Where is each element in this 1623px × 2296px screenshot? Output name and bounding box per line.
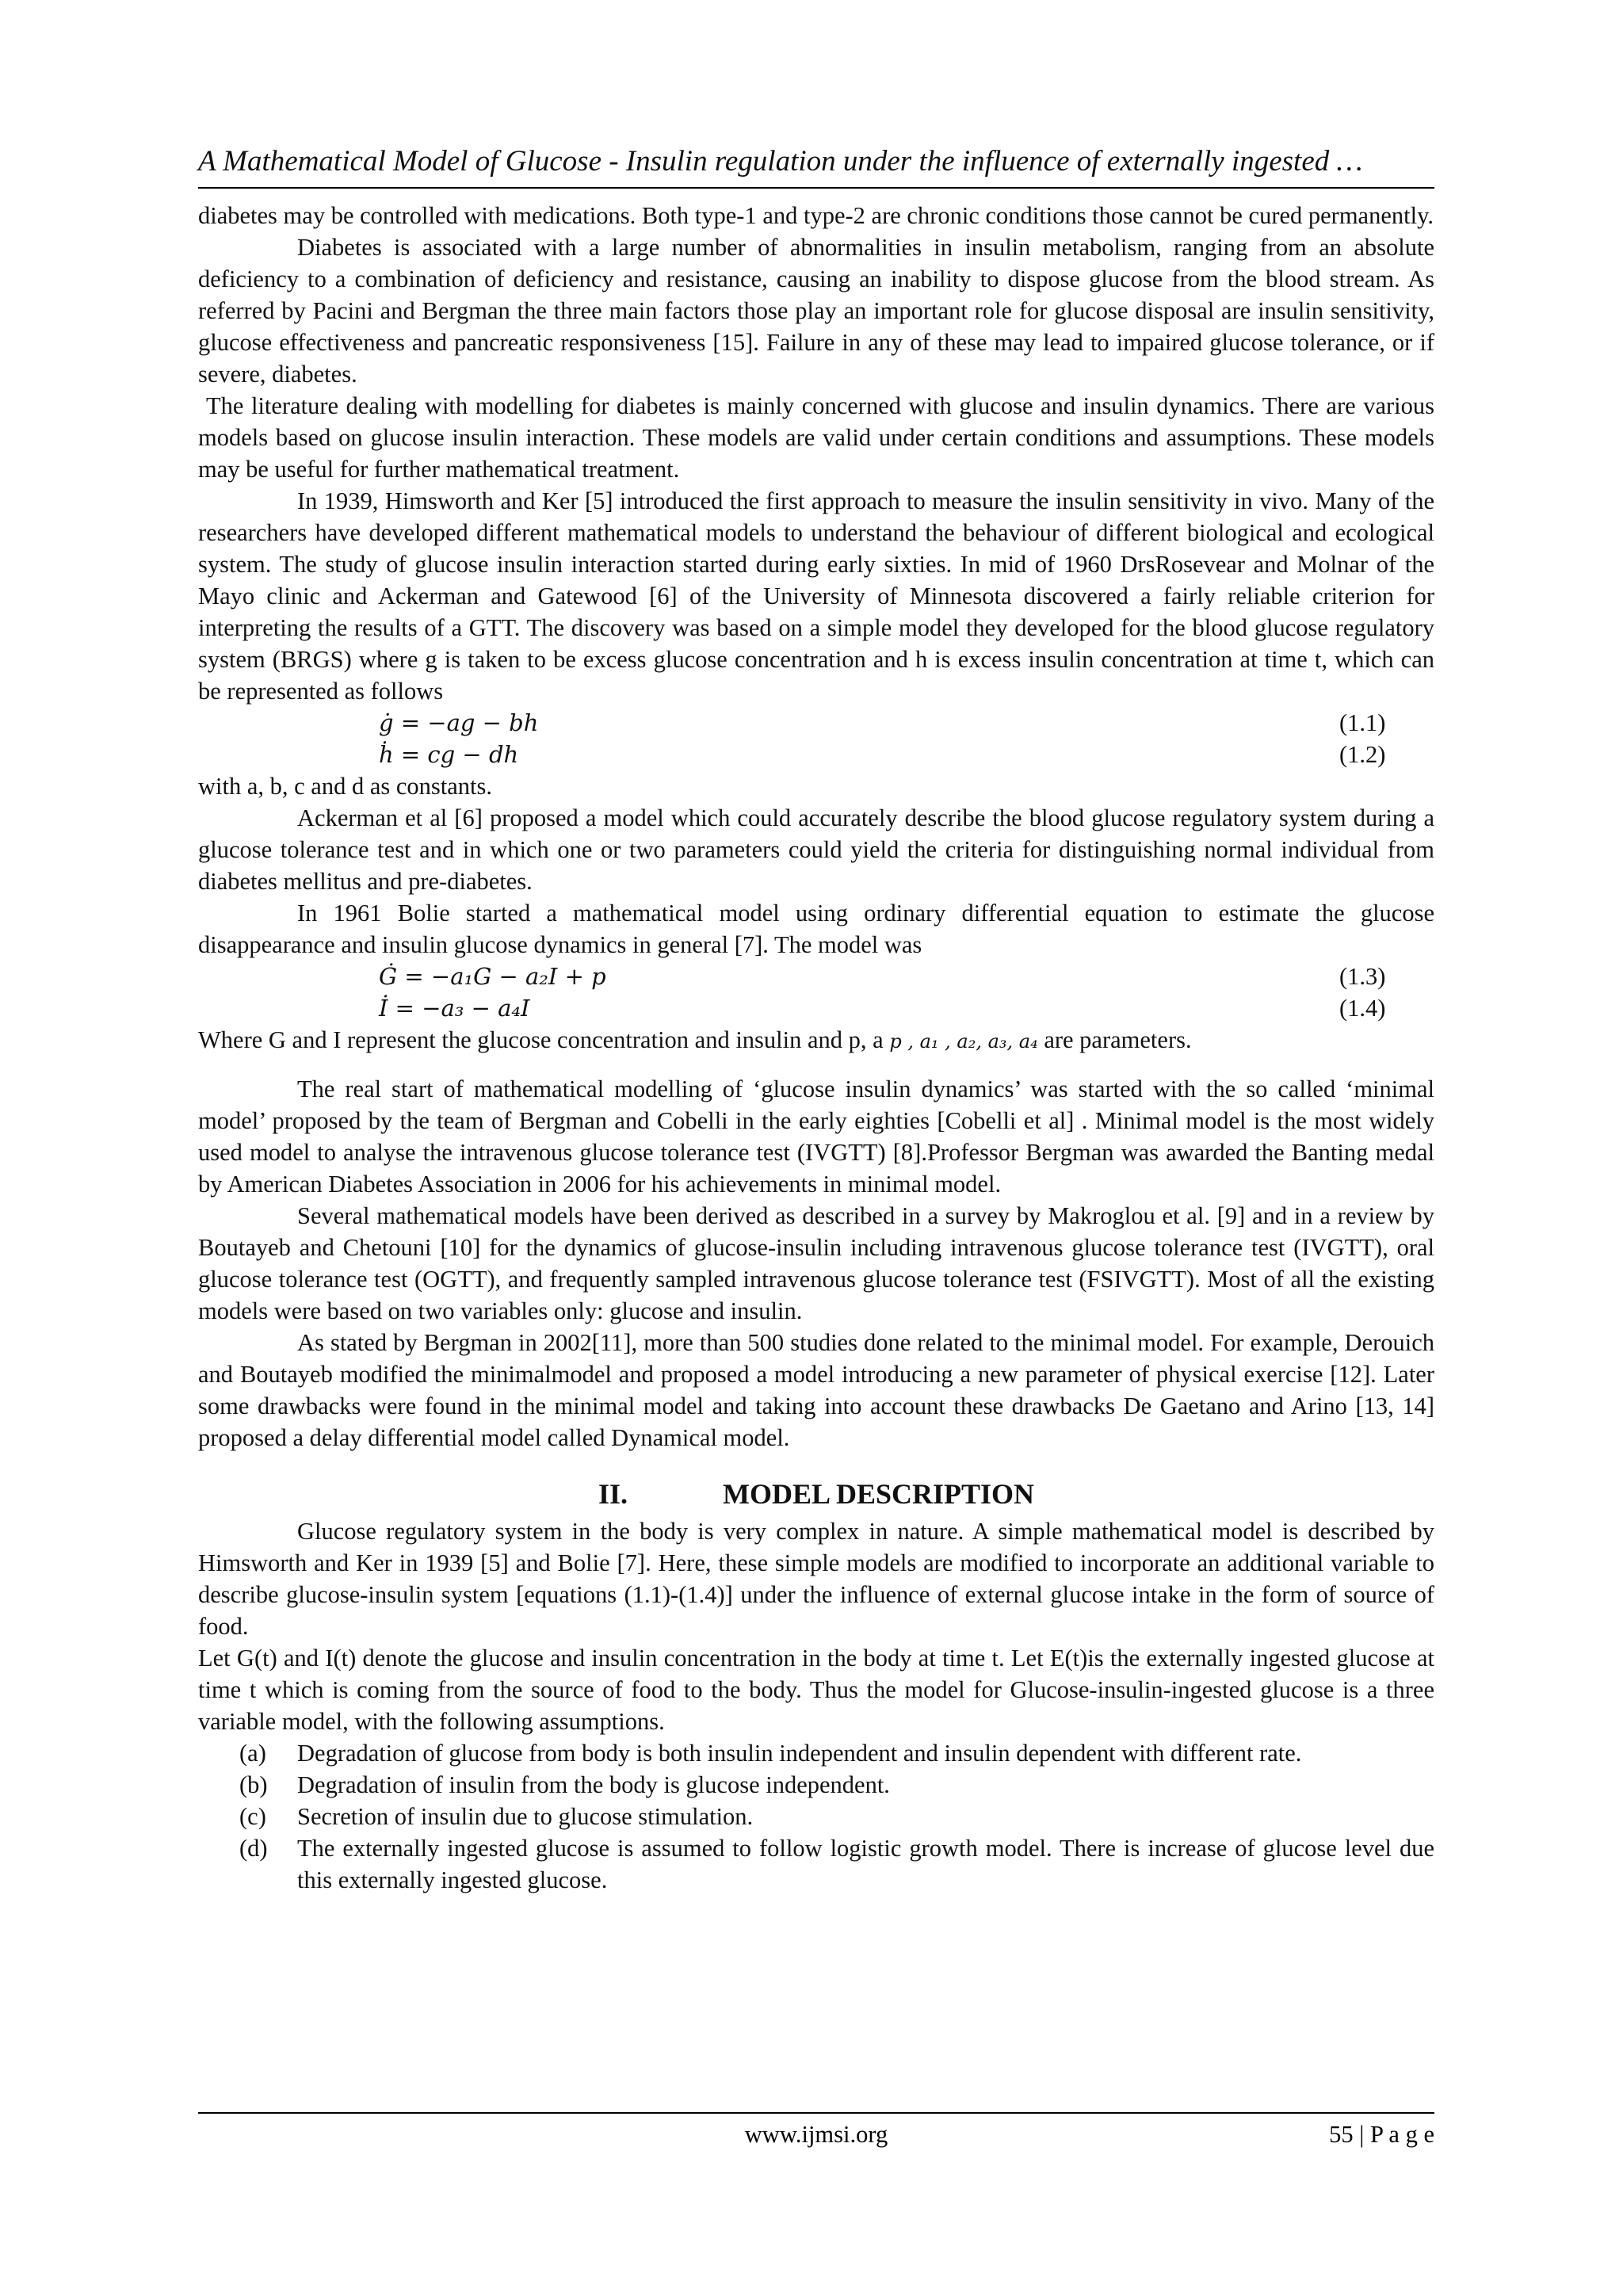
paragraph: In 1939, Himsworth and Ker [5] introduced the first approach to measure the insulin sensitivity in vivo. Many of the researchers have developed different mathematical models to understand the behaviour of different biological and ecological system. The study of glucose insulin interaction started during early sixties. In mid of 1960 DrsRosevear and Molnar of the Mayo clinic and Ackerman and Gatewood [6] of the University of Minnesota discovered a fairly reliable criterion for interpreting the results of a GTT. The discovery was based on a simple model they developed for the blood glucose regulatory system (BRGS) where g is taken to be excess glucose concentration and h is excess insulin concentration at time t, which can be represented as follows [198,487,1434,705]
footer-website[interactable]: www.ijmsi.org [744,2121,888,2148]
equation-1-4 [198,992,1434,1024]
paragraph-text: are parameters. [1044,1026,1192,1053]
paragraph-text: Where G and I represent the glucose concentration and insulin and p, a [198,1026,884,1053]
list-item-label: (d) [239,1835,268,1862]
page [198,143,1434,1896]
equation-number: (1.1) [1339,709,1386,736]
equation-1-3 [198,961,1434,992]
list-item [198,1832,1434,1896]
paragraph: Let G(t) and I(t) denote the glucose and insulin concentration in the body at time t. Let E(t)is the externally ingested glucose at time t which is coming from the source of food to the body. Thus the model for Glucose-insulin-ingested glucose is a three variable model, with the following assumptions. [198,1645,1434,1735]
equation-expression: ġ = −ag − bh [379,709,539,736]
list-item-label: (b) [239,1771,268,1798]
footer-rule [198,2112,1434,2114]
section-heading [198,1476,1434,1512]
paragraph: The real start of mathematical modelling of ‘glucose insulin dynamics’ was started with the so called ‘minimal model’ proposed by the team of Bergman and Cobelli in the early eighties [Cobelli et al] . Minimal model is the most widely used model to analyse the intravenous glucose tolerance test (IVGTT) [8].Professor Bergman was awarded the Banting medal by American Diabetes Association in 2006 for his achievements in minimal model. [198,1075,1434,1198]
paragraph: As stated by Bergman in 2002[11], more than 500 studies done related to the minimal model. For example, Derouich and Boutayeb modified the minimalmodel and proposed a model introducing a new parameter of physical exercise [12]. Later some drawbacks were found in the minimal model and taking into account these drawbacks De Gaetano and Arino [13, 14] proposed a delay differential model called Dynamical model. [198,1329,1434,1451]
list-item-label: (a) [239,1740,266,1767]
paragraph [198,1024,1434,1057]
equation-1-2 [198,739,1434,770]
paragraph: Glucose regulatory system in the body is very complex in nature. A simple mathematical model is described by Himsworth and Ker in 1939 [5] and Bolie [7]. Here, these simple models are modified to incorporate an additional variable to describe glucose-insulin system [equations (1.1)-(1.4)] under the influence of external glucose intake in the form of source of food. [198,1518,1434,1640]
list-item-text: Degradation of insulin from the body is glucose independent. [297,1771,890,1798]
equation-expression: İ = −a₃ − a₄I [379,995,530,1022]
paragraph: Diabetes is associated with a large number of abnormalities in insulin metabolism, ranging from an absolute deficiency to a combination of deficiency and resistance, causing an inability to dispose glucose from the blood stream. As referred by Pacini and Bergman the three main factors those play an important role for glucose disposal are insulin sensitivity, glucose effectiveness and pancreatic responsiveness [15]. Failure in any of these may lead to impaired glucose tolerance, or if severe, diabetes. [198,234,1434,388]
equation-number: (1.3) [1339,963,1386,990]
assumption-list [198,1737,1434,1896]
section-number: II. [598,1478,628,1510]
equation-expression: ḣ = cg − dh [379,741,519,768]
equation-1-1 [198,707,1434,739]
list-item [198,1769,1434,1801]
paragraph: with a, b, c and d as constants. [198,773,493,800]
paragraph: Ackerman et al [6] proposed a model which could accurately describe the blood glucose regulatory system during a glucose tolerance test and in which one or two parameters could yield the criteria for distinguishing normal individual from diabetes mellitus and pre-diabetes. [198,804,1434,895]
list-item [198,1801,1434,1832]
equation-number: (1.2) [1339,741,1386,768]
running-header: A Mathematical Model of Glucose - Insulin regulation under the influence of externally ingested … [198,143,1434,189]
paragraph: The literature dealing with modelling for diabetes is mainly concerned with glucose and insulin dynamics. There are various models based on glucose insulin interaction. These models are valid under certain conditions and assumptions. These models may be useful for further mathematical treatment. [198,392,1434,483]
equation-number: (1.4) [1339,995,1386,1022]
list-item-text: The externally ingested glucose is assumed to follow logistic growth model. There is increase of glucose level due this externally ingested glucose. [297,1835,1434,1893]
page-number: 55 | P a g e [1329,2121,1434,2148]
paragraph: In 1961 Bolie started a mathematical model using ordinary differential equation to estimate the glucose disappearance and insulin glucose dynamics in general [7]. The model was [198,900,1434,958]
equation-expression: Ġ = −a₁G − a₂I + p [379,963,606,990]
parameter-list: p , a₁ , a₂, a₃, a₄ [889,1030,1038,1052]
list-item [198,1737,1434,1769]
section-title: MODEL DESCRIPTION [722,1478,1035,1510]
paragraph: Several mathematical models have been derived as described in a survey by Makroglou et al. [9] and in a review by Boutayeb and Chetouni [10] for the dynamics of glucose-insulin including intravenous glucose tolerance test (IVGTT), oral glucose tolerance test (OGTT), and frequently sampled intravenous glucose tolerance test (FSIVGTT). Most of all the existing models were based on two variables only: glucose and insulin. [198,1202,1434,1324]
list-item-text: Degradation of glucose from body is both insulin independent and insulin dependent with different rate. [297,1740,1302,1767]
paragraph: diabetes may be controlled with medications. Both type-1 and type-2 are chronic conditions those cannot be cured permanently. [198,202,1434,229]
list-item-text: Secretion of insulin due to glucose stimulation. [297,1803,754,1830]
list-item-label: (c) [239,1803,266,1830]
